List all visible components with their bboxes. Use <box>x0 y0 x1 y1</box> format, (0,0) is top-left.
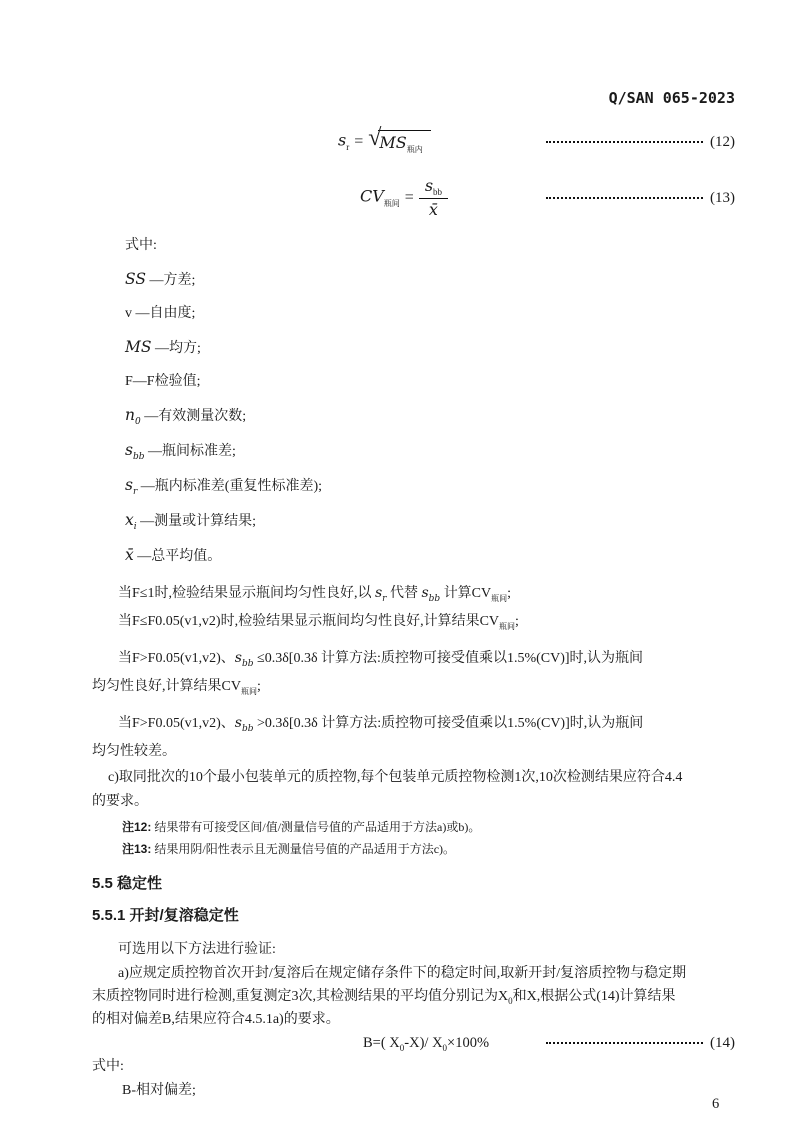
symbol-sbb-sub: bb <box>433 187 443 198</box>
formula-12-row <box>92 120 735 164</box>
definition-v: v —自由度; <box>125 306 196 321</box>
symbol-sr-sub: r <box>346 141 350 152</box>
section-heading-5-5: 5.5 稳定性 <box>92 875 163 892</box>
formula-12-expression <box>338 125 431 155</box>
formula-13-row <box>92 172 735 224</box>
paragraph-f-gt-bad-1: 当F>F0.05(v1,v2)、$s_{bb} >0.3\delta[0.3\delta$ 计算方法:质控物可接受值乘以1.5%(CV)]时,认为瓶间 <box>118 715 644 734</box>
definition-sr: $s_r$ —瓶内标准差(重复性标准差); <box>125 476 322 498</box>
formula-14-expression: B=( $X_0-X)/$ $X_0\times 100\%$ <box>363 1034 490 1053</box>
stability-a-line-2: 末质控物同时进行检测,重复测定3次,其检测结果的平均值分别记为$X_0$和X,根据公式(14)计算结果 <box>92 989 676 1006</box>
symbol-xbar: x̄ <box>428 200 438 219</box>
stability-a-line-1: a)应规定质控物首次开封/复溶后在规定储存条件下的稳定时间,取新开封/复溶质控物与稳定期 <box>118 966 687 981</box>
note-12-text: 结果带有可接受区间/值/测量信号值的产品适用于方法a)或b)。 <box>154 820 481 834</box>
equals-sign: = <box>404 188 414 206</box>
dotted-leader <box>546 141 703 143</box>
symbol-ms: MS <box>379 133 407 152</box>
formula-13-number: (13) <box>710 189 735 206</box>
dotted-leader <box>546 1042 703 1044</box>
paragraph-item-c-2: 的要求。 <box>92 794 148 809</box>
note-12-label: 注12: <box>122 820 152 834</box>
stability-a-line-3: 的相对偏差B,结果应符合4.5.1a)的要求。 <box>92 1012 340 1027</box>
radical-sign-icon: √ <box>368 125 382 151</box>
equals-sign: = <box>354 132 364 150</box>
definition-ms: MS —均方; <box>125 338 201 356</box>
paragraph-f-le-1: 当F≤1时,检验结果显示瓶间均匀性良好,以 $s_r$ 代替 $s_{bb}$ 计算$CV_{瓶间}$; <box>118 585 512 604</box>
definition-b: B-相对偏差; <box>122 1083 196 1098</box>
where-label-2: 式中: <box>92 1059 124 1074</box>
paragraph-item-c-1: c)取同批次的10个最小包装单元的质控物,每个包装单元质控物检测1次,10次检测结果应符合4.4 <box>108 770 683 785</box>
fraction <box>419 176 448 220</box>
symbol-cv-sub: 瓶间 <box>383 198 400 208</box>
note-12 <box>92 816 735 838</box>
definition-sbb: $s_{bb}$ —瓶间标准差; <box>125 441 236 463</box>
definition-xi: $x_i$ —测量或计算结果; <box>125 511 257 533</box>
paragraph-f-le-f005: 当F≤F0.05(v1,v2)时,检验结果显示瓶间均匀性良好,计算结果$CV_{瓶间}$; <box>118 614 519 631</box>
paragraph-f-gt-good-1: 当F>F0.05(v1,v2)、$s_{bb} \le 0.3\delta[0.3\delta$ 计算方法:质控物可接受值乘以1.5%(CV)]时,认为瓶间 <box>118 650 644 669</box>
square-root <box>368 125 431 155</box>
note-13-text: 结果用阴/阳性表示且无测量信号值的产品适用于方法c)。 <box>154 842 456 856</box>
definition-ss: SS —方差; <box>125 270 196 288</box>
notes-block <box>92 816 735 860</box>
symbol-sr: s <box>338 130 347 150</box>
formula-13-expression <box>360 176 448 220</box>
stability-intro: 可选用以下方法进行验证: <box>118 942 276 957</box>
doc-code: Q/SAN 065-2023 <box>608 89 735 107</box>
paragraph-f-gt-good-2: 均匀性良好,计算结果$CV_{瓶间}$; <box>92 679 261 696</box>
formula-14-row <box>92 1031 735 1055</box>
paragraph-f-gt-bad-2: 均匀性较差。 <box>92 744 176 759</box>
symbol-ms-sub: 瓶内 <box>406 145 423 155</box>
definition-list <box>92 268 735 568</box>
definition-f: F—F检验值; <box>125 374 201 389</box>
section-heading-5-5-1: 5.5.1 开封/复溶稳定性 <box>92 907 239 924</box>
symbol-cv: CV <box>360 186 384 206</box>
where-label-1: 式中: <box>125 238 157 253</box>
dotted-leader <box>546 197 703 199</box>
symbol-sbb: s <box>424 176 434 195</box>
formula-14-number: (14) <box>710 1034 735 1051</box>
note-13-label: 注13: <box>122 842 152 856</box>
formula-12-number: (12) <box>710 133 735 150</box>
definition-xbar: x̄ —总平均值。 <box>125 546 222 564</box>
definition-n0: $n_0$ —有效测量次数; <box>125 406 247 428</box>
note-13 <box>92 838 735 860</box>
page-number: 6 <box>712 1096 720 1112</box>
